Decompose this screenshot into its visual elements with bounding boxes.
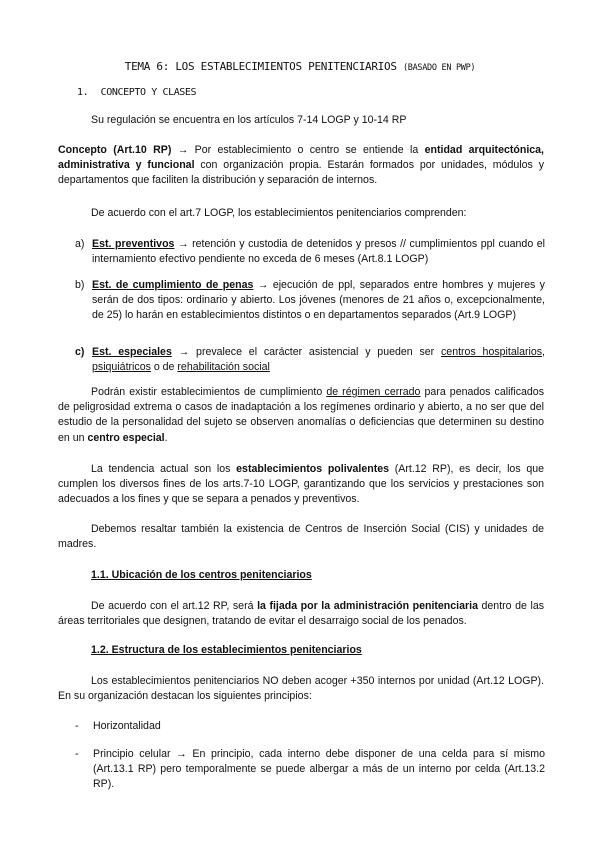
section-heading	[77, 87, 196, 98]
list-text: → prevalece el carácter asistencial y pueden ser	[171, 346, 441, 358]
link-psiquiatricos: psiquiátricos	[92, 360, 151, 373]
dash-marker: -	[75, 720, 79, 732]
text: dentro de las áreas territoriales que designen, tratando de evitar el desarraigo social de los penados.	[58, 600, 545, 628]
regimen-cerrado: de régimen cerrado	[326, 386, 421, 398]
principle-item	[75, 747, 545, 792]
title-note: (BASADO EN PWP)	[402, 63, 476, 73]
text: .	[164, 431, 168, 444]
list-item-c	[75, 345, 545, 375]
list-marker: c)	[75, 346, 85, 358]
concepto-term: Concepto (Art.10 RP)	[58, 144, 172, 156]
separator: ,	[542, 346, 545, 358]
cis-paragraph: Debemos resaltar también la existencia de Centros de Inserción Social (CIS) y unidades de madres.	[58, 523, 544, 551]
principle-text: Principio celular → En principio, cada interno debe disponer de una celda para sí mismo (Art.13.1 RP) pero temporalmente se puede albergar a más de un interno por celda (Art.13.2 RP).	[93, 748, 545, 790]
ubicacion-paragraph	[58, 599, 544, 629]
section-number: 1.	[77, 87, 89, 98]
text: para penados calificados de peligrosidad extrema o casos de inadaptación a los regímenes ordinario y abierto, a no ser que del estudio de la personalidad del sujeto se observen anomalías o deficiencias que determinen su destino en un	[58, 386, 544, 444]
document-title	[0, 60, 600, 73]
text: La tendencia actual son los	[91, 463, 237, 475]
list-term: Est. preventivos	[92, 238, 175, 250]
intro-paragraph: Su regulación se encuentra en los artículos 7-14 LOGP y 10-14 RP	[91, 114, 407, 126]
concepto-arrow: → Por establecimiento o centro se entiende la	[171, 144, 425, 156]
fijada-administracion: la fijada por la administración penitenciaria	[257, 600, 478, 612]
link-centros-hospitalarios: centros hospitalarios	[441, 346, 543, 358]
principle-item	[75, 719, 545, 734]
polivalentes-paragraph	[58, 462, 544, 508]
list-item-b	[75, 278, 545, 322]
list-text: → ejecución de ppl, separados entre hombres y mujeres y serán de dos tipos: ordinario y abierto. Los jóvenes (menores de 21 años o, excepcionalmente, de 25) lo harán en establecimientos distintos o en departamentos separados (Art.9 LOGP)	[92, 279, 545, 321]
list-term: Est. de cumplimiento de penas	[92, 279, 254, 291]
connector: o de	[150, 360, 178, 373]
subsection-heading-1-2: 1.2. Estructura de los establecimientos penitenciarios	[91, 644, 362, 656]
concepto-rest: con organización propia. Estarán formados por unidades, módulos y departamentos que faciliten la distribución y separación de internos.	[58, 159, 544, 187]
art7-paragraph: De acuerdo con el art.7 LOGP, los establecimientos penitenciarios comprenden:	[91, 207, 467, 219]
list-marker: a)	[75, 238, 85, 250]
list-term: Est. especiales	[92, 346, 172, 358]
title-main: TEMA 6: LOS ESTABLECIMIENTOS PENITENCIARIOS	[124, 60, 397, 73]
estructura-paragraph: Los establecimientos penitenciarios NO deben acoger +350 internos por unidad (Art.12 LOGP). En su organización destacan los siguientes principios:	[58, 675, 544, 703]
text: (Art.12 RP), es decir, los que cumplen los diversos fines de los arts.7-10 LOGP, garantizando que los servicios y prestaciones son adecuados a los fines y que se separa a penados y preventivos.	[58, 463, 544, 506]
link-rehabilitacion-social: rehabilitación social	[177, 360, 270, 373]
list-item-a	[75, 237, 545, 267]
list-text: → retención y custodia de detenidos y presos // cumplimientos ppl cuando el internamiento efectivo pendiente no exceda de 6 meses (Art.8.1 LOGP)	[92, 238, 546, 265]
establecimientos-polivalentes: establecimientos polivalentes	[236, 463, 390, 475]
principle-text: Horizontalidad	[93, 720, 161, 732]
centro-especial: centro especial	[87, 431, 165, 444]
list-marker: b)	[75, 279, 85, 291]
dash-marker: -	[75, 748, 79, 760]
cerrado-paragraph	[58, 385, 544, 446]
subsection-heading-1-1: 1.1. Ubicación de los centros penitenciarios	[91, 569, 312, 581]
section-label: CONCEPTO Y CLASES	[100, 87, 197, 98]
text: De acuerdo con el art.12 RP, será	[91, 600, 258, 612]
concepto-bold: entidad arquitectónica, administrativa y funcional	[58, 144, 544, 172]
concepto-paragraph	[58, 143, 544, 189]
text: Podrán existir establecimientos de cumplimiento	[91, 386, 327, 398]
